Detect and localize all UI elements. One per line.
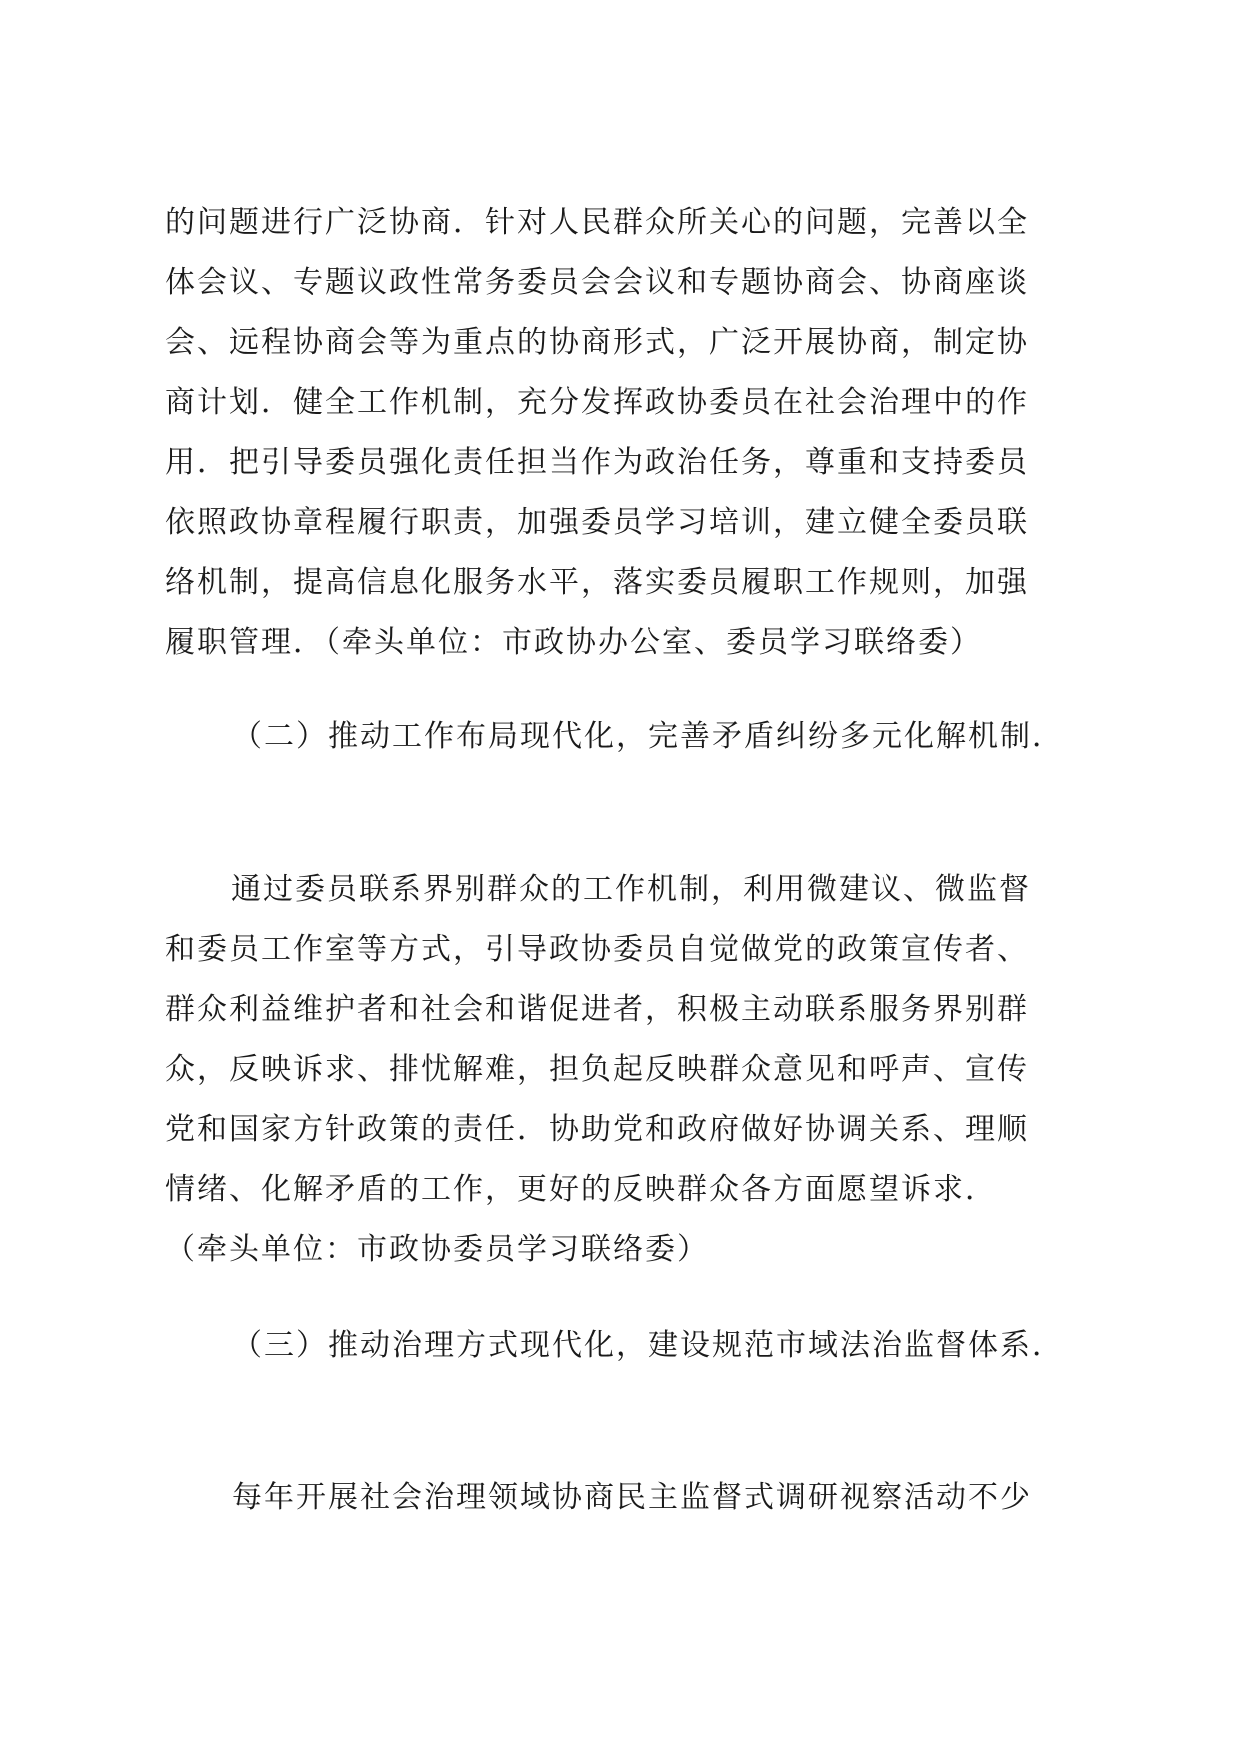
section-heading-3 xyxy=(232,1316,1132,1376)
text-line: 商计划．健全工作机制，充分发挥政协委员在社会治理中的作 xyxy=(165,385,1029,420)
text-line: 会、远程协商会等为重点的协商形式，广泛开展协商，制定协 xyxy=(165,325,1029,360)
text-line: 通过委员联系界别群众的工作机制，利用微建议、微监督 xyxy=(231,872,1031,907)
heading-text: （二）推动工作布局现代化，完善矛盾纠纷多元化解机制． xyxy=(232,719,1064,754)
text-line: 和委员工作室等方式，引导政协委员自觉做党的政策宣传者、 xyxy=(165,932,1029,967)
text-line: 情绪、化解矛盾的工作，更好的反映群众各方面愿望诉求． xyxy=(165,1172,997,1207)
text-line: 每年开展社会治理领域协商民主监督式调研视察活动不少 xyxy=(232,1480,1032,1515)
text-line: 络机制，提高信息化服务水平，落实委员履职工作规则，加强 xyxy=(165,565,1029,600)
text-line: 的问题进行广泛协商．针对人民群众所关心的问题，完善以全 xyxy=(165,205,1029,240)
text-line: 体会议、专题议政性常务委员会会议和专题协商会、协商座谈 xyxy=(165,265,1029,300)
text-line: 党和国家方针政策的责任．协助党和政府做好协调关系、理顺 xyxy=(165,1112,1029,1147)
paragraph-consultation xyxy=(165,193,1065,673)
heading-text: （三）推动治理方式现代化，建设规范市域法治监督体系． xyxy=(232,1328,1064,1363)
text-line: （牵头单位：市政协委员学习联络委） xyxy=(165,1232,709,1267)
text-line: 众，反映诉求、排忧解难，担负起反映群众意见和呼声、宣传 xyxy=(165,1052,1029,1087)
section-heading-2 xyxy=(232,707,1132,767)
paragraph-member-liaison xyxy=(165,860,1065,1280)
text-line: 用．把引导委员强化责任担当作为政治任务，尊重和支持委员 xyxy=(165,445,1029,480)
text-line: 群众利益维护者和社会和谐促进者，积极主动联系服务界别群 xyxy=(165,992,1029,1027)
text-line: 履职管理．（牵头单位：市政协办公室、委员学习联络委） xyxy=(165,625,982,660)
text-line: 依照政协章程履行职责，加强委员学习培训，建立健全委员联 xyxy=(165,505,1029,540)
paragraph-annual-activity xyxy=(232,1468,1132,1528)
